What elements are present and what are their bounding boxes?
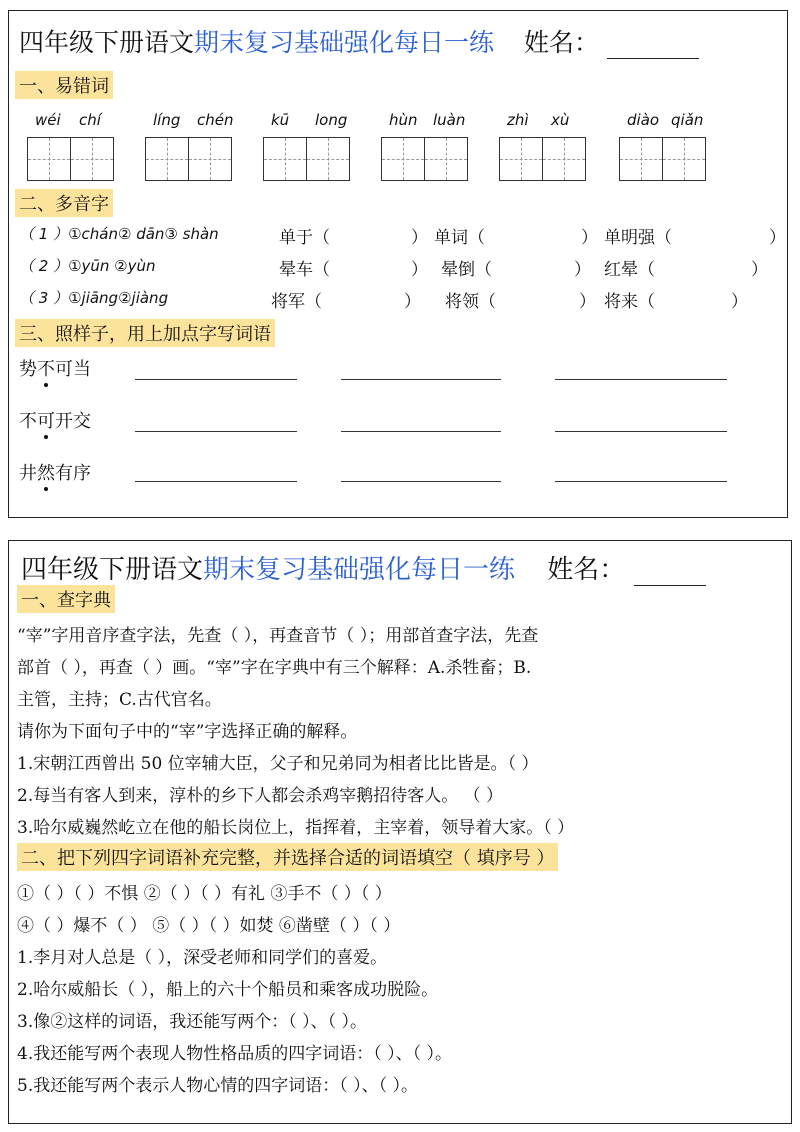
section-heading-2: 二、把下列四字词语补充完整，并选择合适的词语填空（ 填序号 ）	[17, 843, 558, 871]
question-line: 请你为下面句子中的“宰”字选择正确的解释。	[17, 722, 358, 742]
answer-line[interactable]	[135, 379, 297, 380]
pinyin-syllable: chí	[79, 111, 101, 129]
fill-question: 4.我还能写两个表现人物性格品质的四字词语：（ ）、（ ）。	[17, 1044, 453, 1064]
writing-cell[interactable]	[662, 137, 706, 181]
pinyin-syllable: hùn	[389, 111, 418, 129]
question-line: “宰”字用音序查字法，先查（ ），再查音节（ ）；用部首查字法，先查	[17, 626, 539, 646]
question-line: 2.每当有客人到来，淳朴的乡下人都会杀鸡宰鹅招待客人。 （ ）	[17, 786, 504, 806]
answer-line[interactable]	[135, 481, 297, 482]
writing-grid[interactable]	[499, 137, 584, 181]
question-line: 主管，主持；C.古代官名。	[17, 690, 222, 710]
answer-line[interactable]	[341, 431, 501, 432]
answer-line[interactable]	[135, 431, 297, 432]
pinyin-syllable: kū	[271, 111, 290, 129]
question-line: 1.宋朝江西曾出 50 位宰辅大臣，父子和兄弟同为相者比比皆是。（ ）	[17, 754, 539, 774]
example-word-2: 不可开交	[19, 407, 91, 433]
answer-line[interactable]	[341, 481, 501, 482]
poly-row-2: （ 2 ）①yūn ②yùn	[19, 257, 156, 275]
name-field[interactable]	[607, 32, 699, 59]
writing-grid[interactable]	[619, 137, 704, 181]
writing-grid[interactable]	[145, 137, 230, 181]
poly-row-1: （ 1 ）①chán② dān③ shàn	[19, 225, 219, 243]
fill-question: 2.哈尔威船长（ ），船上的六十个船员和乘客成功脱险。	[17, 980, 439, 1000]
section-heading-1: 一、查字典	[17, 585, 115, 613]
name-label: 姓名：	[547, 555, 626, 585]
pinyin-syllable: wéi	[35, 111, 61, 129]
writing-cell[interactable]	[70, 137, 114, 181]
pinyin-syllable: zhì	[507, 111, 529, 129]
page-title: 四年级下册语文期末复习基础强化每日一练 姓名：	[19, 23, 699, 59]
name-label: 姓名：	[523, 28, 599, 57]
fill-question: 5.我还能写两个表示人物心情的四字词语：（ ）、（ ）。	[17, 1076, 419, 1096]
pinyin-syllable: líng	[153, 111, 181, 129]
section-heading-3: 三、照样子，用上加点字写词语	[15, 319, 275, 347]
writing-cell[interactable]	[145, 137, 189, 181]
writing-cell[interactable]	[424, 137, 468, 181]
writing-cell[interactable]	[542, 137, 586, 181]
pinyin-syllable: luàn	[433, 111, 466, 129]
fill-question: 1.李月对人总是（ ），深受老师和同学们的喜爱。	[17, 948, 388, 968]
question-line: 部首（ ），再查（ ）画。“宰”字在字典中有三个解释：A.杀牲畜；B.	[17, 658, 532, 678]
answer-line[interactable]	[555, 431, 727, 432]
pinyin-syllable: diào	[627, 111, 660, 129]
name-field[interactable]	[634, 559, 706, 586]
writing-cell[interactable]	[306, 137, 350, 181]
writing-cell[interactable]	[263, 137, 307, 181]
example-word-1: 势不可当	[19, 355, 91, 381]
pinyin-syllable: xù	[551, 111, 570, 129]
fill-question: 3.像②这样的词语，我还能写两个：（ ）、（ ）。	[17, 1012, 368, 1032]
pinyin-syllable: qiǎn	[671, 111, 704, 129]
answer-line[interactable]	[555, 379, 727, 380]
writing-grid[interactable]	[381, 137, 466, 181]
writing-cell[interactable]	[619, 137, 663, 181]
answer-line[interactable]	[341, 379, 501, 380]
writing-grid[interactable]	[27, 137, 112, 181]
worksheet-top: 四年级下册语文期末复习基础强化每日一练 姓名： 一、易错词 wéi chí líng chén kū long hùn luàn zhì xù diào qiǎn 二、多音字 （ 1 ）①chán② dān③ shàn 单于（ ） 单词（ ） 单明强（ ） （ 2 ）①yūn ②yùn 晕车（ ） 晕倒（ ） 红晕（ ） （ 3 ）①jiāng②jiàng 将军（ ） 将领（ ） 将来（ ） 三、照样子，用上加点字写词语 势不可当 不可开交 井然有序	[8, 10, 788, 518]
writing-grid[interactable]	[263, 137, 348, 181]
section-heading-1: 一、易错词	[15, 71, 113, 99]
answer-line[interactable]	[555, 481, 727, 482]
writing-cell[interactable]	[188, 137, 232, 181]
idiom-row: ④（ ）爆不（ ） ⑤（ ）（ ）如焚 ⑥凿壁（ ）（ ）	[17, 916, 401, 936]
example-word-3: 井然有序	[19, 459, 91, 485]
page-title: 四年级下册语文期末复习基础强化每日一练 姓名：	[21, 549, 706, 586]
writing-cell[interactable]	[499, 137, 543, 181]
writing-cell[interactable]	[27, 137, 71, 181]
pinyin-syllable: chén	[197, 111, 234, 129]
pinyin-syllable: long	[315, 111, 348, 129]
question-line: 3.哈尔威巍然屹立在他的船长岗位上，指挥着，主宰着，领导着大家。（ ）	[17, 818, 575, 838]
writing-cell[interactable]	[381, 137, 425, 181]
idiom-row: ①（ ）（ ）不惧 ②（ ）（ ）有礼 ③手不（ ）（ ）	[17, 884, 392, 904]
poly-row-3: （ 3 ）①jiāng②jiàng	[19, 289, 169, 307]
section-heading-2: 二、多音字	[15, 189, 113, 217]
worksheet-bottom	[8, 540, 792, 1124]
